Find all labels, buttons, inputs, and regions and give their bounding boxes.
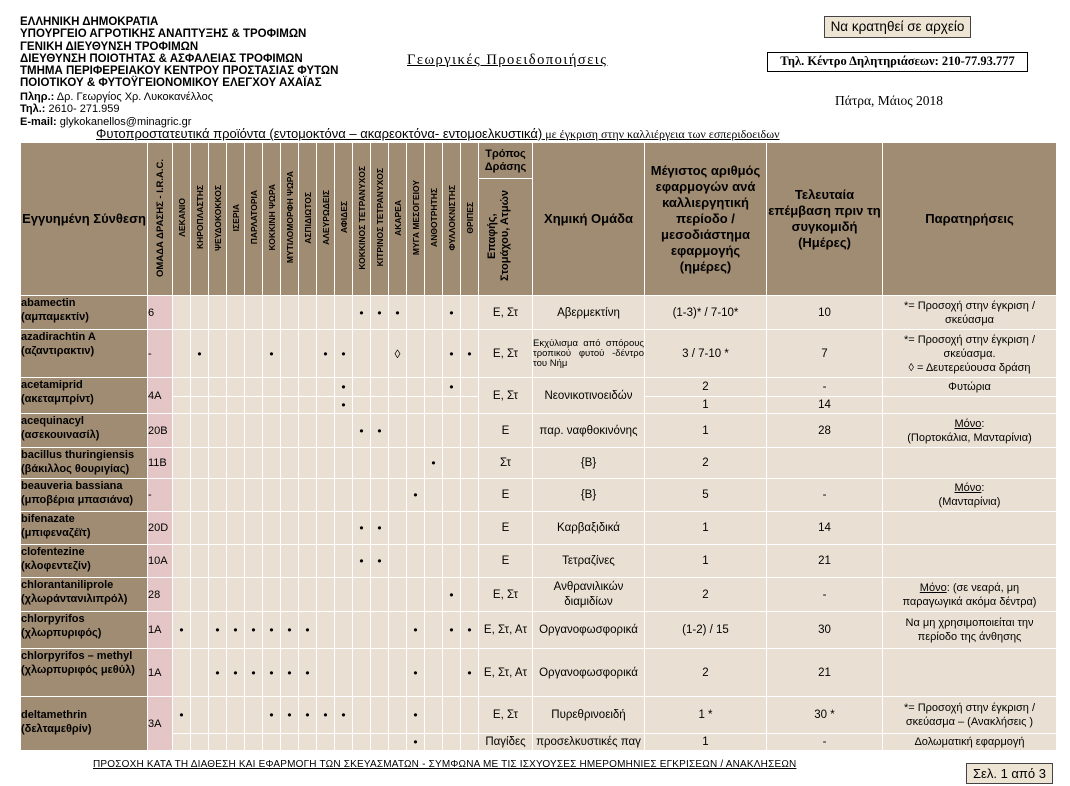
- mode-of-action: Ε, Στ: [479, 697, 533, 734]
- chemical-group: Νεονικοτινοειδών: [533, 378, 645, 414]
- col-pest-header: ΜΥΓΑ ΜΕΣΟΓΕΙΟΥ: [407, 143, 425, 296]
- max-applications: (1-3)* / 7-10*: [645, 296, 767, 330]
- pest-dot: •: [173, 612, 191, 649]
- email-value[interactable]: glykokanellos@minagric.gr: [59, 115, 192, 128]
- mode-of-action: Ε: [479, 545, 533, 578]
- notes: Μόνο: (σε νεαρά, μη παραγωγικά ακόμα δέντρα): [883, 578, 1057, 612]
- notes: [883, 649, 1057, 697]
- substance-name: acetamiprid (ακεταμπρίντ): [21, 378, 148, 414]
- table-row: [21, 414, 1057, 448]
- mode-of-action: Ε, Στ: [479, 578, 533, 612]
- irac-group: 20D: [148, 512, 173, 545]
- notes: [883, 545, 1057, 578]
- irac-group: 4A: [148, 378, 173, 414]
- org-line: ΓΕΝΙΚΗ ΔΙΕΥΘΥΝΣΗ ΤΡΟΦΙΜΩΝ: [20, 40, 199, 53]
- mode-of-action: Ε, Στ, Ατ: [479, 649, 533, 697]
- pest-dot: •: [263, 612, 281, 649]
- mode-of-action: Ε: [479, 512, 533, 545]
- pest-dot: •: [407, 612, 425, 649]
- pest-dot: •: [461, 649, 479, 697]
- pest-dot: •: [281, 649, 299, 697]
- place-date: Πάτρα, Μάιος 2018: [835, 93, 943, 108]
- pre-harvest-interval: -: [767, 479, 883, 512]
- pest-dot: •: [371, 414, 389, 448]
- notes: [883, 448, 1057, 479]
- substance-name: clofentezine (κλοφεντεζίν): [21, 545, 148, 578]
- col-pest-header: ΘΡΙΠΕΣ: [461, 143, 479, 296]
- notes: [883, 512, 1057, 545]
- pest-dot: •: [299, 697, 317, 734]
- org-line: ΕΛΛΗΝΙΚΗ ΔΗΜΟΚΡΑΤΙΑ: [20, 16, 159, 28]
- irac-group: 10A: [148, 545, 173, 578]
- substance-name: bifenazate (μπιφεναζέϊτ): [21, 512, 148, 545]
- col-pest-header: ΚΟΚΚΙΝΟΣ ΤΕΤΡΑΝΥΧΟΣ: [353, 143, 371, 296]
- col-pest-header: ΑΣΠΙΔΙΩΤΟΣ: [299, 143, 317, 296]
- pest-dot: •: [353, 512, 371, 545]
- org-line: ΠΟΙΟΤΙΚΟΥ & ΦΥΤΟΫΓΕΙΟΝΟΜΙΚΟΥ ΕΛΕΓΧΟΥ ΑΧΑΪΑΣ: [20, 77, 322, 90]
- table-row: [21, 649, 1057, 697]
- pest-dot: •: [443, 578, 461, 612]
- substance-name: beauveria bassiana (μποβέρια μπασιάνα): [21, 479, 148, 512]
- col-pest-header: ΑΦΙΔΕΣ: [335, 143, 353, 296]
- substance-name: azadirachtin A (αζαντιρακτιν): [21, 330, 148, 378]
- col-pest-header: ΑΝΘΟΤΡΗΤΗΣ: [425, 143, 443, 296]
- chemical-group: Εκχύλισμα από σπόρους τροπικού φυτού -δέντρο του Νήμ: [533, 330, 645, 378]
- irac-group: -: [148, 330, 173, 378]
- col-pest-header: ΠΑΡΛΑΤΟΡΙΑ: [245, 143, 263, 296]
- pest-dot: •: [245, 612, 263, 649]
- subtitle-main: Φυτοπροστατευτικά προϊόντα (εντομοκτόνα – ακαρεοκτόνα- εντομοελκυστικά): [96, 126, 543, 141]
- chemical-group: Τετραζίνες: [533, 545, 645, 578]
- pest-dot: •: [425, 448, 443, 479]
- chemical-group: παρ. ναφθοκινόνης: [533, 414, 645, 448]
- pre-harvest-interval: 21: [767, 545, 883, 578]
- table-row: [21, 612, 1057, 649]
- irac-group: 3A: [148, 697, 173, 751]
- pest-dot: •: [407, 734, 425, 751]
- pest-dot: •: [299, 612, 317, 649]
- chemical-group: Καρβαξιδικά: [533, 512, 645, 545]
- irac-group: 20B: [148, 414, 173, 448]
- max-applications: 1: [645, 397, 767, 414]
- pest-dot: •: [317, 697, 335, 734]
- max-applications: 2: [645, 649, 767, 697]
- page-title: Γεωργικές Προειδοποιήσεις: [407, 52, 608, 68]
- pest-dot: •: [353, 545, 371, 578]
- pest-dot: •: [173, 697, 191, 734]
- pest-dot: •: [245, 649, 263, 697]
- pesticides-table: [20, 142, 1057, 751]
- substance-name: chlorpyrifos (χλωρπυριφός): [21, 612, 148, 649]
- col-pest-header: ΦΥΛΛΟΚΝΙΣΤΗΣ: [443, 143, 461, 296]
- chemical-group: Οργανοφωσφορικά: [533, 649, 645, 697]
- substance-name: bacillus thuringiensis (βάκιλλος θουριγίας): [21, 448, 148, 479]
- pre-harvest-interval: 21: [767, 649, 883, 697]
- email-label: E-mail:: [20, 115, 57, 128]
- max-applications: 2: [645, 448, 767, 479]
- pest-dot: •: [443, 378, 461, 397]
- col-pest-header: ΙΣΕΡΙΑ: [227, 143, 245, 296]
- max-applications: 1: [645, 545, 767, 578]
- secondary-action-mark: ◊: [389, 330, 407, 378]
- table-row: [21, 578, 1057, 612]
- mode-of-action: Στ: [479, 448, 533, 479]
- pest-dot: •: [335, 378, 353, 397]
- substance-name: abamectin (αμπαμεκτίν): [21, 296, 148, 330]
- col-chem-header: Χημική Ομάδα: [533, 143, 645, 296]
- mode-of-action: Ε: [479, 479, 533, 512]
- table-row: [21, 512, 1057, 545]
- pest-dot: •: [353, 414, 371, 448]
- irac-group: 11B: [148, 448, 173, 479]
- chemical-group: Οργανοφωσφορικά: [533, 612, 645, 649]
- pre-harvest-interval: [767, 448, 883, 479]
- max-applications: 1: [645, 414, 767, 448]
- table-subtitle: [96, 126, 780, 142]
- table-row: [21, 479, 1057, 512]
- col-pest-header: ΑΚΑΡΕΑ: [389, 143, 407, 296]
- info-label: Πληρ.:: [20, 91, 55, 103]
- col-pest-header: ΚΙΤΡΙΝΟΣ ΤΕΤΡΑΝΥΧΟΣ: [371, 143, 389, 296]
- pest-dot: •: [353, 296, 371, 330]
- table-row: [21, 545, 1057, 578]
- pest-dot: •: [263, 697, 281, 734]
- chemical-group: Πυρεθρινοειδή: [533, 697, 645, 734]
- irac-group: 6: [148, 296, 173, 330]
- notes: Δολωματική εφαρμογή: [883, 734, 1057, 751]
- max-applications: 1 *: [645, 697, 767, 734]
- pre-harvest-interval: -: [767, 578, 883, 612]
- irac-group: 1A: [148, 649, 173, 697]
- col-notes-header: Παρατηρήσεις: [883, 143, 1057, 296]
- org-line: ΔΙΕΥΘΥΝΣΗ ΠΟΙΟΤΗΤΑΣ & ΑΣΦΑΛΕΙΑΣ ΤΡΟΦΙΜΩΝ: [20, 52, 303, 65]
- pest-dot: •: [335, 397, 353, 414]
- pest-dot: •: [407, 649, 425, 697]
- substance-name: deltamethrin (δελταμεθρίν): [21, 697, 148, 751]
- org-line: ΤΜΗΜΑ ΠΕΡΙΦΕΡΕΙΑΚΟΥ ΚΕΝΤΡΟΥ ΠΡΟΣΤΑΣΙΑΣ ΦΥΤΩΝ: [20, 65, 339, 78]
- col-pest-header: ΛΕΚΑΝΙΟ: [173, 143, 191, 296]
- table-row: [21, 330, 1057, 378]
- pest-dot: •: [407, 697, 425, 734]
- pre-harvest-interval: 30: [767, 612, 883, 649]
- mode-of-action: Ε, Στ: [479, 296, 533, 330]
- pest-dot: •: [209, 612, 227, 649]
- substance-name: acequinacyl (ασεκουινασίλ): [21, 414, 148, 448]
- subtitle-rest: με έγκριση στην καλλιέργεια των εσπεριδοειδων: [542, 127, 780, 141]
- org-line: ΥΠΟΥΡΓΕΙΟ ΑΓΡΟΤΙΚΗΣ ΑΝΑΠΤΥΞΗΣ & ΤΡΟΦΙΜΩΝ: [20, 28, 307, 41]
- pest-dot: •: [191, 330, 209, 378]
- substance-name: chlorantaniliprole (χλωράντανιλιπρόλ): [21, 578, 148, 612]
- max-applications: (1-2) / 15: [645, 612, 767, 649]
- notes: Μόνο: (Μανταρίνια): [883, 479, 1057, 512]
- pest-dot: •: [263, 649, 281, 697]
- pest-dot: •: [389, 296, 407, 330]
- col-pest-header: ΚΟΚΚΙΝΗ ΨΩΡΑ: [263, 143, 281, 296]
- notes: Να μη χρησιμοποιείται την περίοδο της άνθησης: [883, 612, 1057, 649]
- chemical-group: Ανθρανιλικών διαμιδίων: [533, 578, 645, 612]
- poison-center-phone: Τηλ. Κέντρο Δηλητηριάσεων: 210-77.93.777: [767, 52, 1028, 72]
- pest-dot: •: [371, 545, 389, 578]
- save-to-archive-button[interactable]: Να κρατηθεί σε αρχείο: [824, 16, 971, 38]
- table-row: [21, 734, 1057, 751]
- col-phi-header: Τελευταία επέμβαση πριν τη συγκομιδή (Ημέρες): [767, 143, 883, 296]
- pest-dot: •: [443, 612, 461, 649]
- col-pest-header: ΑΛΕΥΡΩΔΕΙΣ: [317, 143, 335, 296]
- col-max-apps-header: Μέγιστος αριθμός εφαρμογών ανά καλλιεργητική περίοδο / μεσοδιάστημα εφαρμογής (ημέρες): [645, 143, 767, 296]
- col-mode-sub-header: Επαφής, Στομάχου, Ατμών: [479, 179, 533, 296]
- table-row: [21, 697, 1057, 734]
- pre-harvest-interval: -: [767, 734, 883, 751]
- col-substance-header: Εγγυημένη Σύνθεση: [21, 143, 148, 296]
- pre-harvest-interval: 14: [767, 397, 883, 414]
- notes: *= Προσοχή στην έγκριση / σκεύασμα: [883, 296, 1057, 330]
- irac-group: 28: [148, 578, 173, 612]
- max-applications: 2: [645, 578, 767, 612]
- mode-of-action: Ε: [479, 414, 533, 448]
- col-pest-header: ΨΕΥΔΟΚΟΚΚΟΣ: [209, 143, 227, 296]
- pest-dot: •: [227, 649, 245, 697]
- pest-dot: •: [281, 697, 299, 734]
- footer-warning: ΠΡΟΣΟΧΗ ΚΑΤΑ ΤΗ ΔΙΑΘΕΣΗ ΚΑΙ ΕΦΑΡΜΟΓΗ ΤΩΝ ΣΚΕΥΑΣΜΑΤΩΝ - ΣΥΜΦΩΝΑ ΜΕ ΤΙΣ ΙΣΧΥΟΥΣΕΣ ΗΜΕΡΟΜΗΝΙΕΣ ΕΓΚΡΙΣΕΩΝ / ΑΝΑΚΛΗΣΕΩΝ: [93, 759, 797, 770]
- organization-header: [20, 16, 338, 90]
- notes: *= Προσοχή στην έγκριση / σκεύασμα – (Ανακλήσεις ): [883, 697, 1057, 734]
- irac-group: 1A: [148, 612, 173, 649]
- chemical-group: προσελκυστικές παγ: [533, 734, 645, 751]
- pest-dot: •: [461, 330, 479, 378]
- info-value: Δρ. Γεωργίος Χρ. Λυκοκανέλλος: [56, 91, 214, 103]
- pest-dot: •: [443, 330, 461, 378]
- pre-harvest-interval: 10: [767, 296, 883, 330]
- irac-group: -: [148, 479, 173, 512]
- table-row: [21, 296, 1057, 330]
- pest-dot: •: [371, 296, 389, 330]
- max-applications: 1: [645, 512, 767, 545]
- notes: Μόνο: (Πορτοκάλια, Μανταρίνια): [883, 414, 1057, 448]
- pre-harvest-interval: 14: [767, 512, 883, 545]
- col-pest-header: ΜΥΤΙΛΟΜΟΡΦΗ ΨΩΡΑ: [281, 143, 299, 296]
- mode-of-action: Ε, Στ, Ατ: [479, 612, 533, 649]
- pest-dot: •: [407, 479, 425, 512]
- pre-harvest-interval: 30 *: [767, 697, 883, 734]
- phone-label: Τηλ.:: [20, 103, 46, 116]
- substance-name: chlorpyrifos – methyl (χλωρπυριφός μεθύλ): [21, 649, 148, 697]
- pest-dot: •: [299, 649, 317, 697]
- pest-dot: •: [263, 330, 281, 378]
- contact-info: [20, 91, 213, 128]
- notes: *= Προσοχή στην έγκριση / σκεύασμα. ◊ = Δευτερεύουσα δράση: [883, 330, 1057, 378]
- max-applications: 3 / 7-10 *: [645, 330, 767, 378]
- max-applications: 5: [645, 479, 767, 512]
- pest-dot: •: [335, 330, 353, 378]
- chemical-group: {B}: [533, 479, 645, 512]
- col-mode-header: Τρόπος Δράσης: [479, 143, 533, 179]
- max-applications: 2: [645, 378, 767, 397]
- col-irac-header: ΟΜΑΔΑ ΔΡΑΣΗΣ - I.R.A.C.: [148, 143, 173, 296]
- pest-dot: •: [317, 330, 335, 378]
- pest-dot: •: [281, 612, 299, 649]
- mode-of-action: Παγίδες: [479, 734, 533, 751]
- chemical-group: {B}: [533, 448, 645, 479]
- pre-harvest-interval: -: [767, 378, 883, 397]
- pre-harvest-interval: 28: [767, 414, 883, 448]
- table-row: [21, 378, 1057, 397]
- pest-dot: •: [227, 612, 245, 649]
- pre-harvest-interval: 7: [767, 330, 883, 378]
- pest-dot: •: [461, 612, 479, 649]
- notes: Φυτώρια: [883, 378, 1057, 397]
- mode-of-action: Ε, Στ: [479, 330, 533, 378]
- max-applications: 1: [645, 734, 767, 751]
- col-pest-header: ΚΗΡΟΠΛΑΣΤΗΣ: [191, 143, 209, 296]
- pest-dot: •: [335, 697, 353, 734]
- chemical-group: Αβερμεκτίνη: [533, 296, 645, 330]
- mode-of-action: Ε, Στ: [479, 378, 533, 414]
- pest-dot: •: [209, 649, 227, 697]
- phone-value: 2610- 271.959: [48, 103, 120, 116]
- table-row: [21, 448, 1057, 479]
- pest-dot: •: [443, 296, 461, 330]
- pest-dot: •: [371, 512, 389, 545]
- page-indicator[interactable]: Σελ. 1 από 3: [966, 763, 1053, 784]
